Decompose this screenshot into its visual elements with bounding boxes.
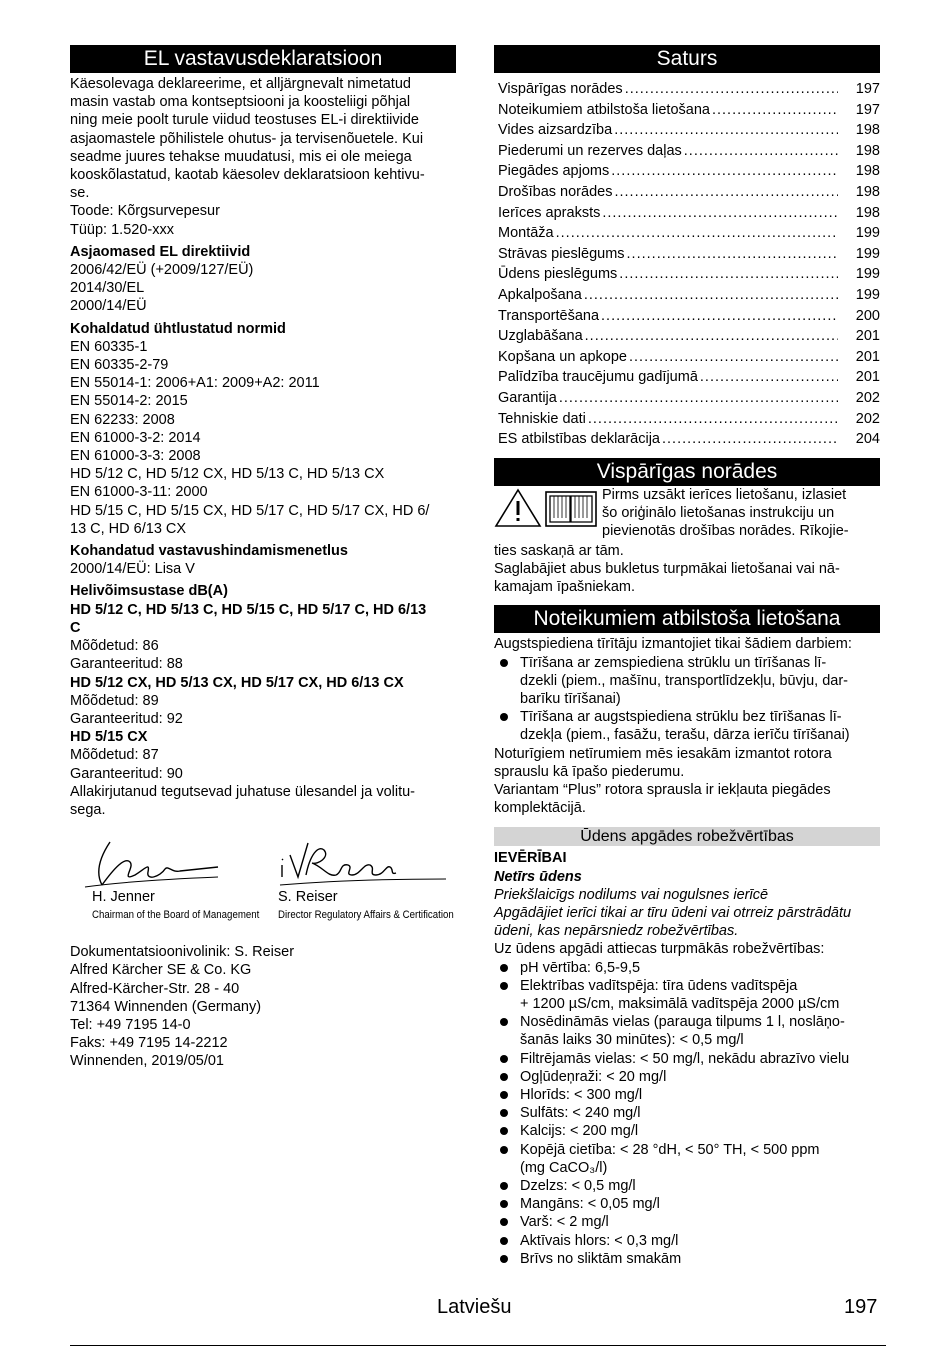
general-line: pievienotās drošības norādes. Rīkojie- xyxy=(602,523,849,540)
water-intro: Uz ūdens apgādi attiecas turpmākās robežvērtības: xyxy=(494,941,825,958)
directive-item: 2000/14/EÜ xyxy=(70,298,147,315)
noise-measured: Mõõdetud: 86 xyxy=(70,638,159,655)
footer-language: Latviešu xyxy=(437,1296,512,1318)
signer-role: Chairman of the Board of Management xyxy=(92,909,260,922)
use-after-line: Variantam “Plus” rotora sprausla ir iekļauta piegādes xyxy=(494,781,831,798)
intro-line: kooskõlastatud, kaotab käesolev deklaratsioon kehtivu- xyxy=(70,167,425,184)
signer-role: Director Regulatory Affairs & Certification xyxy=(278,909,454,922)
water-bullet: Ogļūdeņraži: < 20 mg/l xyxy=(494,1068,880,1086)
footer-divider xyxy=(70,1345,886,1346)
noise-models: HD 5/12 C, HD 5/13 C, HD 5/15 C, HD 5/17 C, HD 6/13 xyxy=(70,601,427,618)
toc-item[interactable]: Montāža ..... 199 xyxy=(498,223,880,244)
product-line: Toode: Kõrgsurvepesur xyxy=(70,203,220,220)
left-column xyxy=(70,45,456,1071)
intro-line: Käesolevaga deklareerime, et alljärgnevalt nimetatud xyxy=(70,76,411,92)
toc-item[interactable]: Ierīces apraksts ..... 198 xyxy=(498,203,880,224)
contact-line: Alfred-Kärcher-Str. 28 - 40 xyxy=(70,980,240,997)
toc-item[interactable]: Piegādes apjoms ..... 198 xyxy=(498,161,880,182)
intro-line: ning meie poolt turule viidud teostuses EL-i direktiivide xyxy=(70,112,419,129)
norm-item: HD 5/12 C, HD 5/12 CX, HD 5/13 C, HD 5/13 CX xyxy=(70,466,385,483)
water-bullet: Hlorīds: < 300 mg/l xyxy=(494,1086,880,1104)
water-bullet: Elektrības vadītspēja: tīra ūdens vadītspēja + 1200 µS/cm, maksimālā vadītspēja 2000 µS/cm xyxy=(494,977,880,1013)
notice-subtitle: Netīrs ūdens xyxy=(494,868,582,885)
norm-item: EN 61000-3-2: 2014 xyxy=(70,429,201,446)
use-title: Noteikumiem atbilstoša lietošana xyxy=(494,605,880,633)
procedure-heading: Kohandatud vastavushindamismenetlus xyxy=(70,543,348,560)
norm-item: EN 61000-3-11: 2000 xyxy=(70,484,208,501)
use-after-line: Noturīgiem netīrumiem mēs iesakām izmantot rotora xyxy=(494,745,832,762)
norm-item: 13 C, HD 6/13 CX xyxy=(70,520,187,537)
noise-guaranteed: Garanteeritud: 90 xyxy=(70,765,183,782)
use-bullet: Tīrīšana ar augstspiediena strūklu bez tīrīšanas lī- dzekļa (piem., fasāžu, terašu, dārza ierīču tīrīšanai) xyxy=(494,708,880,744)
water-bullet: Aktīvais hlors: < 0,3 mg/l xyxy=(494,1232,880,1250)
toc-item[interactable]: Vides aizsardzība ..... 198 xyxy=(498,120,880,141)
toc-item[interactable]: Noteikumiem atbilstoša lietošana ..... 197 xyxy=(498,100,880,121)
toc-item[interactable]: Vispārīgas norādes ..... 197 xyxy=(498,79,880,100)
noise-guaranteed: Garanteeritud: 88 xyxy=(70,656,183,673)
contact-line: Dokumentatsioonivolinik: S. Reiser xyxy=(70,944,295,961)
general-line: ties saskaņā ar tām. xyxy=(494,542,624,559)
general-notice xyxy=(494,488,880,542)
signer-name: H. Jenner xyxy=(92,889,155,906)
authorized-line: sega. xyxy=(70,801,106,818)
toc-item[interactable]: ES atbilstības deklarācija ..... 204 xyxy=(498,429,880,450)
toc-item[interactable]: Piederumi un rezerves daļas ..... 198 xyxy=(498,141,880,162)
intro-line: masin vastab oma kontseptsiooni ja koosteliigi põhjal xyxy=(70,94,411,111)
toc-title: Saturs xyxy=(494,45,880,73)
noise-models: HD 5/12 CX, HD 5/13 CX, HD 5/17 CX, HD 6/13 CX xyxy=(70,674,404,691)
authorized-line: Allakirjutanud tegutsevad juhatuse ülesandel ja volitu- xyxy=(70,783,415,800)
general-line: Pirms uzsākt ierīces lietošanu, izlasiet xyxy=(602,486,847,503)
water-bullet: Kalcijs: < 200 mg/l xyxy=(494,1122,880,1140)
right-column xyxy=(494,45,880,1268)
toc-item[interactable]: Apkalpošana ..... 199 xyxy=(498,285,880,306)
general-line: kamajam īpašniekam. xyxy=(494,579,636,596)
declaration-title: EL vastavusdeklaratsioon xyxy=(70,45,456,73)
toc-item[interactable]: Kopšana un apkope ..... 201 xyxy=(498,347,880,368)
intro-line: asjaomastele põhilistele ohutus- ja tervisenõuetele. Kui xyxy=(70,130,424,147)
contact-line: Faks: +49 7195 14-2212 xyxy=(70,1035,228,1052)
water-bullet: Brīvs no sliktām smakām xyxy=(494,1250,880,1268)
toc-item[interactable]: Ūdens pieslēgums ..... 199 xyxy=(498,264,880,285)
toc-item[interactable]: Uzglabāšana ..... 201 xyxy=(498,326,880,347)
use-intro: Augstspiediena tīrītāju izmantojiet tikai šādiem darbiem: xyxy=(494,636,852,653)
noise-models: C xyxy=(70,619,81,636)
intro-line: se. xyxy=(70,185,90,202)
contact-block xyxy=(70,943,456,1070)
general-line: Saglabājiet abus bukletus turpmākai lietošanai vai nā- xyxy=(494,560,840,577)
norm-item: EN 61000-3-3: 2008 xyxy=(70,448,201,465)
toc-item[interactable]: Tehniskie dati ..... 202 xyxy=(498,409,880,430)
contact-line: Tel: +49 7195 14-0 xyxy=(70,1016,191,1033)
type-line: Tüüp: 1.520-xxx xyxy=(70,221,174,238)
page-number: 197 xyxy=(844,1296,878,1318)
contact-line: Alfred Kärcher SE & Co. KG xyxy=(70,962,252,979)
signer-name: S. Reiser xyxy=(278,889,338,906)
toc-item[interactable]: Drošības norādes ..... 198 xyxy=(498,182,880,203)
water-bullet: Varš: < 2 mg/l xyxy=(494,1213,880,1231)
use-after-line: komplektācijā. xyxy=(494,800,586,817)
noise-measured: Mõõdetud: 87 xyxy=(70,747,159,764)
signatures xyxy=(70,829,456,937)
intro-line: seadme juures tehakse muudatusi, mis ei ole meiega xyxy=(70,148,412,165)
norm-item: EN 60335-1 xyxy=(70,338,148,355)
norm-item: EN 62233: 2008 xyxy=(70,411,175,428)
use-bullet: Tīrīšana ar zemspiediena strūklu un tīrīšanas lī- dzekli (piem., mašīnu, transportlīdzekļu, būvju, dar- barīku tīrīšanai) xyxy=(494,654,880,709)
noise-measured: Mõõdetud: 89 xyxy=(70,692,159,709)
general-title: Vispārīgas norādes xyxy=(494,458,880,486)
norm-item: EN 55014-1: 2006+A1: 2009+A2: 2011 xyxy=(70,375,320,392)
water-bullet: Sulfāts: < 240 mg/l xyxy=(494,1104,880,1122)
water-bullet: Dzelzs: < 0,5 mg/l xyxy=(494,1177,880,1195)
norm-item: EN 60335-2-79 xyxy=(70,357,169,374)
toc-item[interactable]: Garantija ..... 202 xyxy=(498,388,880,409)
declaration-intro xyxy=(70,75,456,239)
signature-jenner xyxy=(80,837,220,892)
noise-heading: Helivõimsustase dB(A) xyxy=(70,583,228,600)
water-bullet: Nosēdināmās vielas (parauga tilpums 1 l, noslāņo- šanās laiks 30 minūtes): < 0,5 mg/l xyxy=(494,1013,880,1049)
water-bullet: pH vērtība: 6,5-9,5 xyxy=(494,959,880,977)
contact-line: Winnenden, 2019/05/01 xyxy=(70,1053,224,1070)
procedure-value: 2000/14/EÜ: Lisa V xyxy=(70,561,195,578)
norms-heading: Kohaldatud ühtlustatud normid xyxy=(70,320,286,337)
notice-line: Apgādājiet ierīci tikai ar tīru ūdeni vai otrreiz pārstrādātu xyxy=(494,904,852,921)
toc-item[interactable]: Transportēšana ..... 200 xyxy=(498,306,880,327)
directive-item: 2014/30/EL xyxy=(70,280,145,297)
toc-item[interactable]: Palīdzība traucējumu gadījumā ..... 201 xyxy=(498,367,880,388)
directive-item: 2006/42/EÜ (+2009/127/EÜ) xyxy=(70,262,254,279)
use-after-line: sprauslu kā īpašo piederumu. xyxy=(494,763,685,780)
water-bullet: Mangāns: < 0,05 mg/l xyxy=(494,1195,880,1213)
notice-line: ūdeni, kas nepārsniedz robežvērtības. xyxy=(494,923,739,940)
norm-item: EN 55014-2: 2015 xyxy=(70,393,188,410)
general-line: šo oriģinālo lietošanas instrukciju un xyxy=(602,504,835,521)
table-of-contents xyxy=(494,79,880,450)
water-bullet: Kopējā cietība: < 28 °dH, < 50° TH, < 500 ppm (mg CaCO₃/l) xyxy=(494,1141,880,1177)
warning-and-manual-icon xyxy=(494,488,598,528)
norm-item: HD 5/15 C, HD 5/15 CX, HD 5/17 C, HD 5/17 CX, HD 6/ xyxy=(70,502,430,519)
noise-models: HD 5/15 CX xyxy=(70,729,148,746)
contact-line: 71364 Winnenden (Germany) xyxy=(70,998,262,1015)
water-limits-title: Ūdens apgādes robežvērtības xyxy=(494,827,880,846)
notice-line: Priekšlaicīgs nodilums vai nogulsnes ierīcē xyxy=(494,886,769,903)
notice-label: IEVĒRĪBAI xyxy=(494,850,567,867)
directives-heading: Asjaomased EL direktiivid xyxy=(70,243,251,260)
toc-item[interactable]: Strāvas pieslēgums ..... 199 xyxy=(498,244,880,265)
water-bullet: Filtrējamās vielas: < 50 mg/l, nekādu abrazīvo vielu xyxy=(494,1050,880,1068)
signature-reiser xyxy=(278,835,448,890)
noise-guaranteed: Garanteeritud: 92 xyxy=(70,710,183,727)
